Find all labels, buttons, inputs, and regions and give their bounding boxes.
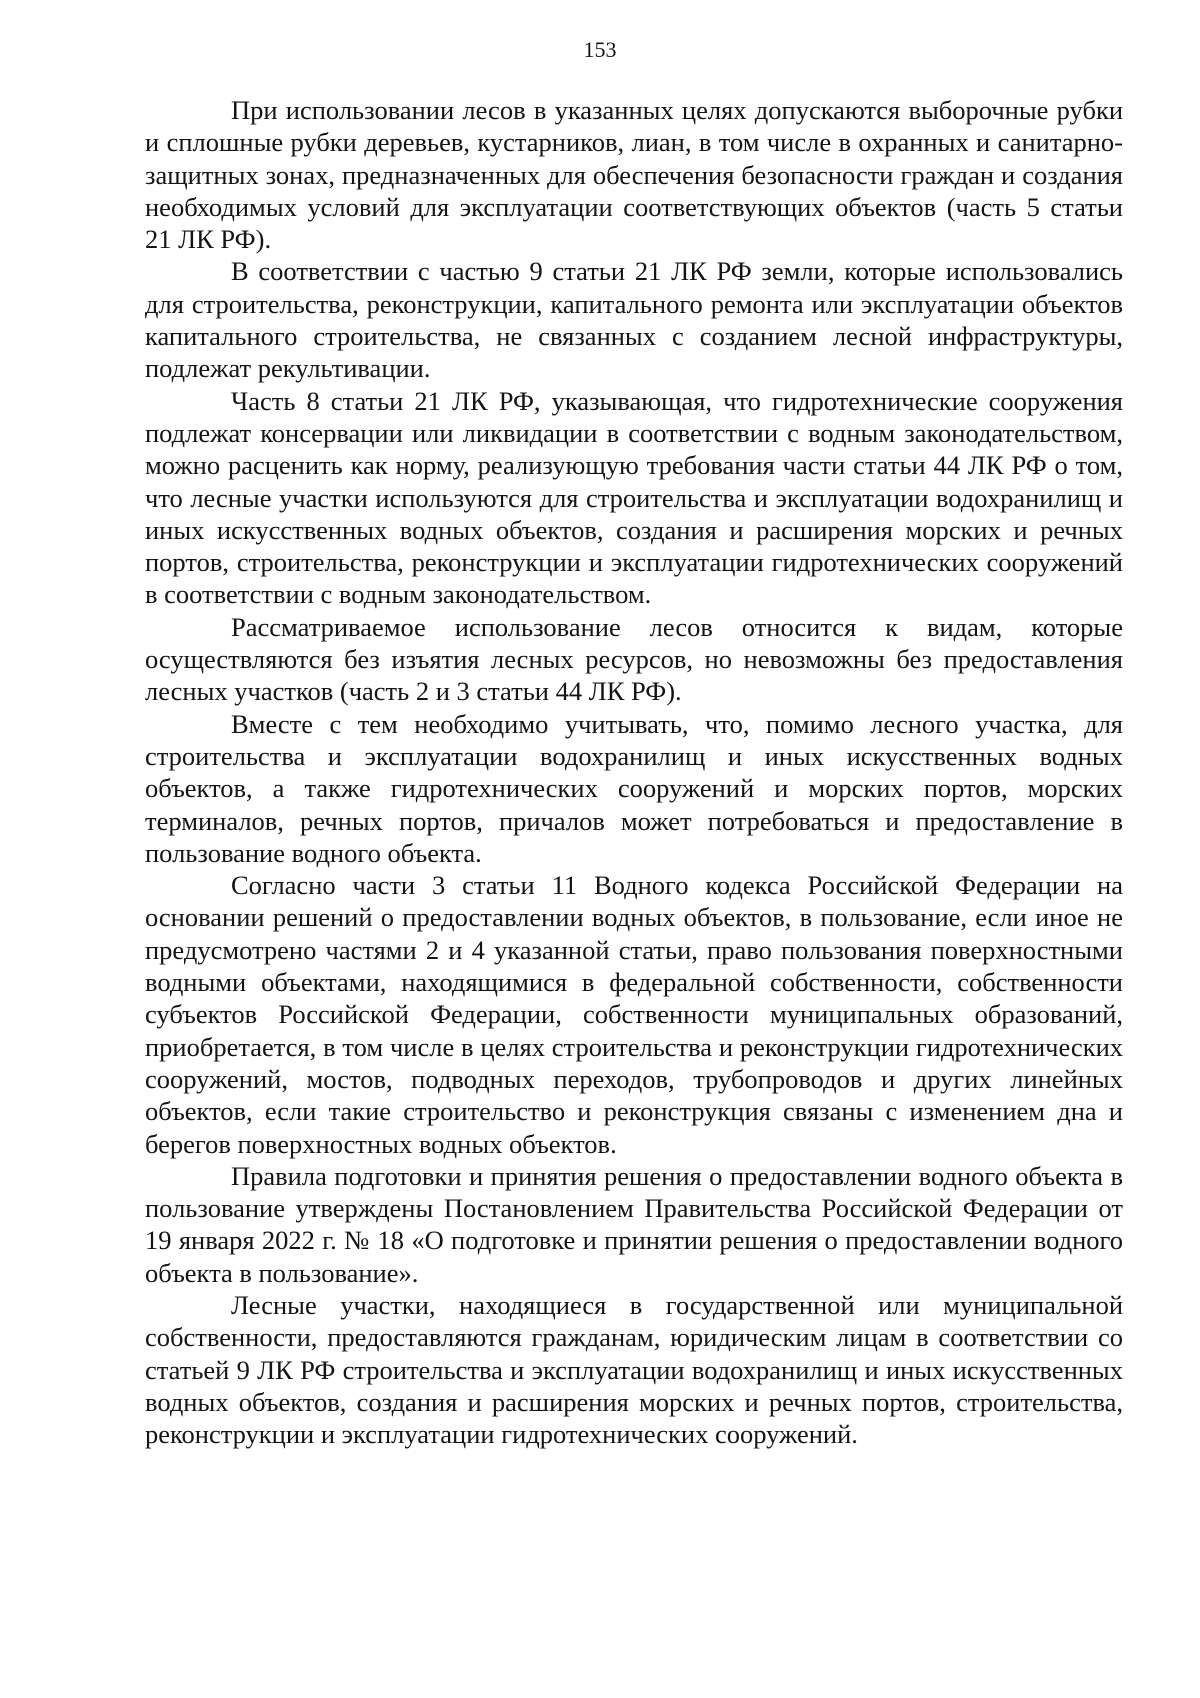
paragraph-6: Согласно части 3 статьи 11 Водного кодекса Российской Федерации на основании решений о предоставлении водных объектов, в пользование, если иное не предусмотрено частями 2 и 4 указанной статьи, право пользования поверхностными водными объектами, находящимися в федеральной собственности, собственности субъектов Российской Федерации, собственности муниципальных образований, приобретается, в том числе в целях строительства и реконструкции гидротехнических сооружений, мостов, подводных переходов, трубопроводов и других линейных объектов, если такие строительство и реконструкция связаны с изменением дна и берегов поверхностных водных объектов. xyxy=(145,870,1123,1159)
paragraph-3: Часть 8 статьи 21 ЛК РФ, указывающая, что гидротехнические сооружения подлежат консервации или ликвидации в соответствии с водным законодательством, можно расценить как норму, реализующую требования части статьи 44 ЛК РФ о том, что лесные участки используются для строительства и эксплуатации водохранилищ и иных искусственных водных объектов, создания и расширения морских и речных портов, строительства, реконструкции и эксплуатации гидротехнических сооружений в соответствии с водным законодательством. xyxy=(145,385,1123,610)
paragraph-5: Вместе с тем необходимо учитывать, что, помимо лесного участка, для строительства и эксплуатации водохранилищ и иных искусственных водных объектов, а также гидротехнических сооружений и морских портов, морских терминалов, речных портов, причалов может потребоваться и предоставление в пользование водного объекта. xyxy=(145,708,1123,868)
paragraph-1: При использовании лесов в указанных целях допускаются выборочные рубки и сплошные рубки деревьев, кустарников, лиан, в том числе в охранных и санитарно-защитных зонах, предназначенных для обеспечения безопасности граждан и создания необходимых условий для эксплуатации соответствующих объектов (часть 5 статьи 21 ЛК РФ). xyxy=(145,95,1123,255)
page-number: 153 xyxy=(583,37,617,62)
paragraph-4: Рассматриваемое использование лесов относится к видам, которые осуществляются без изъятия лесных ресурсов, но невозможны без предоставления лесных участков (часть 2 и 3 статьи 44 ЛК РФ). xyxy=(145,611,1123,707)
document-body xyxy=(145,94,1123,1450)
paragraph-7: Правила подготовки и принятия решения о предоставлении водного объекта в пользование утверждены Постановлением Правительства Российской Федерации от 19 января 2022 г. № 18 «О подготовке и принятии решения о предоставлении водного объекта в пользование». xyxy=(145,1160,1123,1288)
paragraph-8: Лесные участки, находящиеся в государственной или муниципальной собственности, предоставляются гражданам, юридическим лицам в соответствии со статьей 9 ЛК РФ строительства и эксплуатации водохранилищ и иных искусственных водных объектов, создания и расширения морских и речных портов, строительства, реконструкции и эксплуатации гидротехнических сооружений. xyxy=(145,1289,1123,1450)
paragraph-2: В соответствии с частью 9 статьи 21 ЛК РФ земли, которые использовались для строительства, реконструкции, капитального ремонта или эксплуатации объектов капитального строительства, не связанных с созданием лесной инфраструктуры, подлежат рекультивации. xyxy=(145,256,1123,384)
